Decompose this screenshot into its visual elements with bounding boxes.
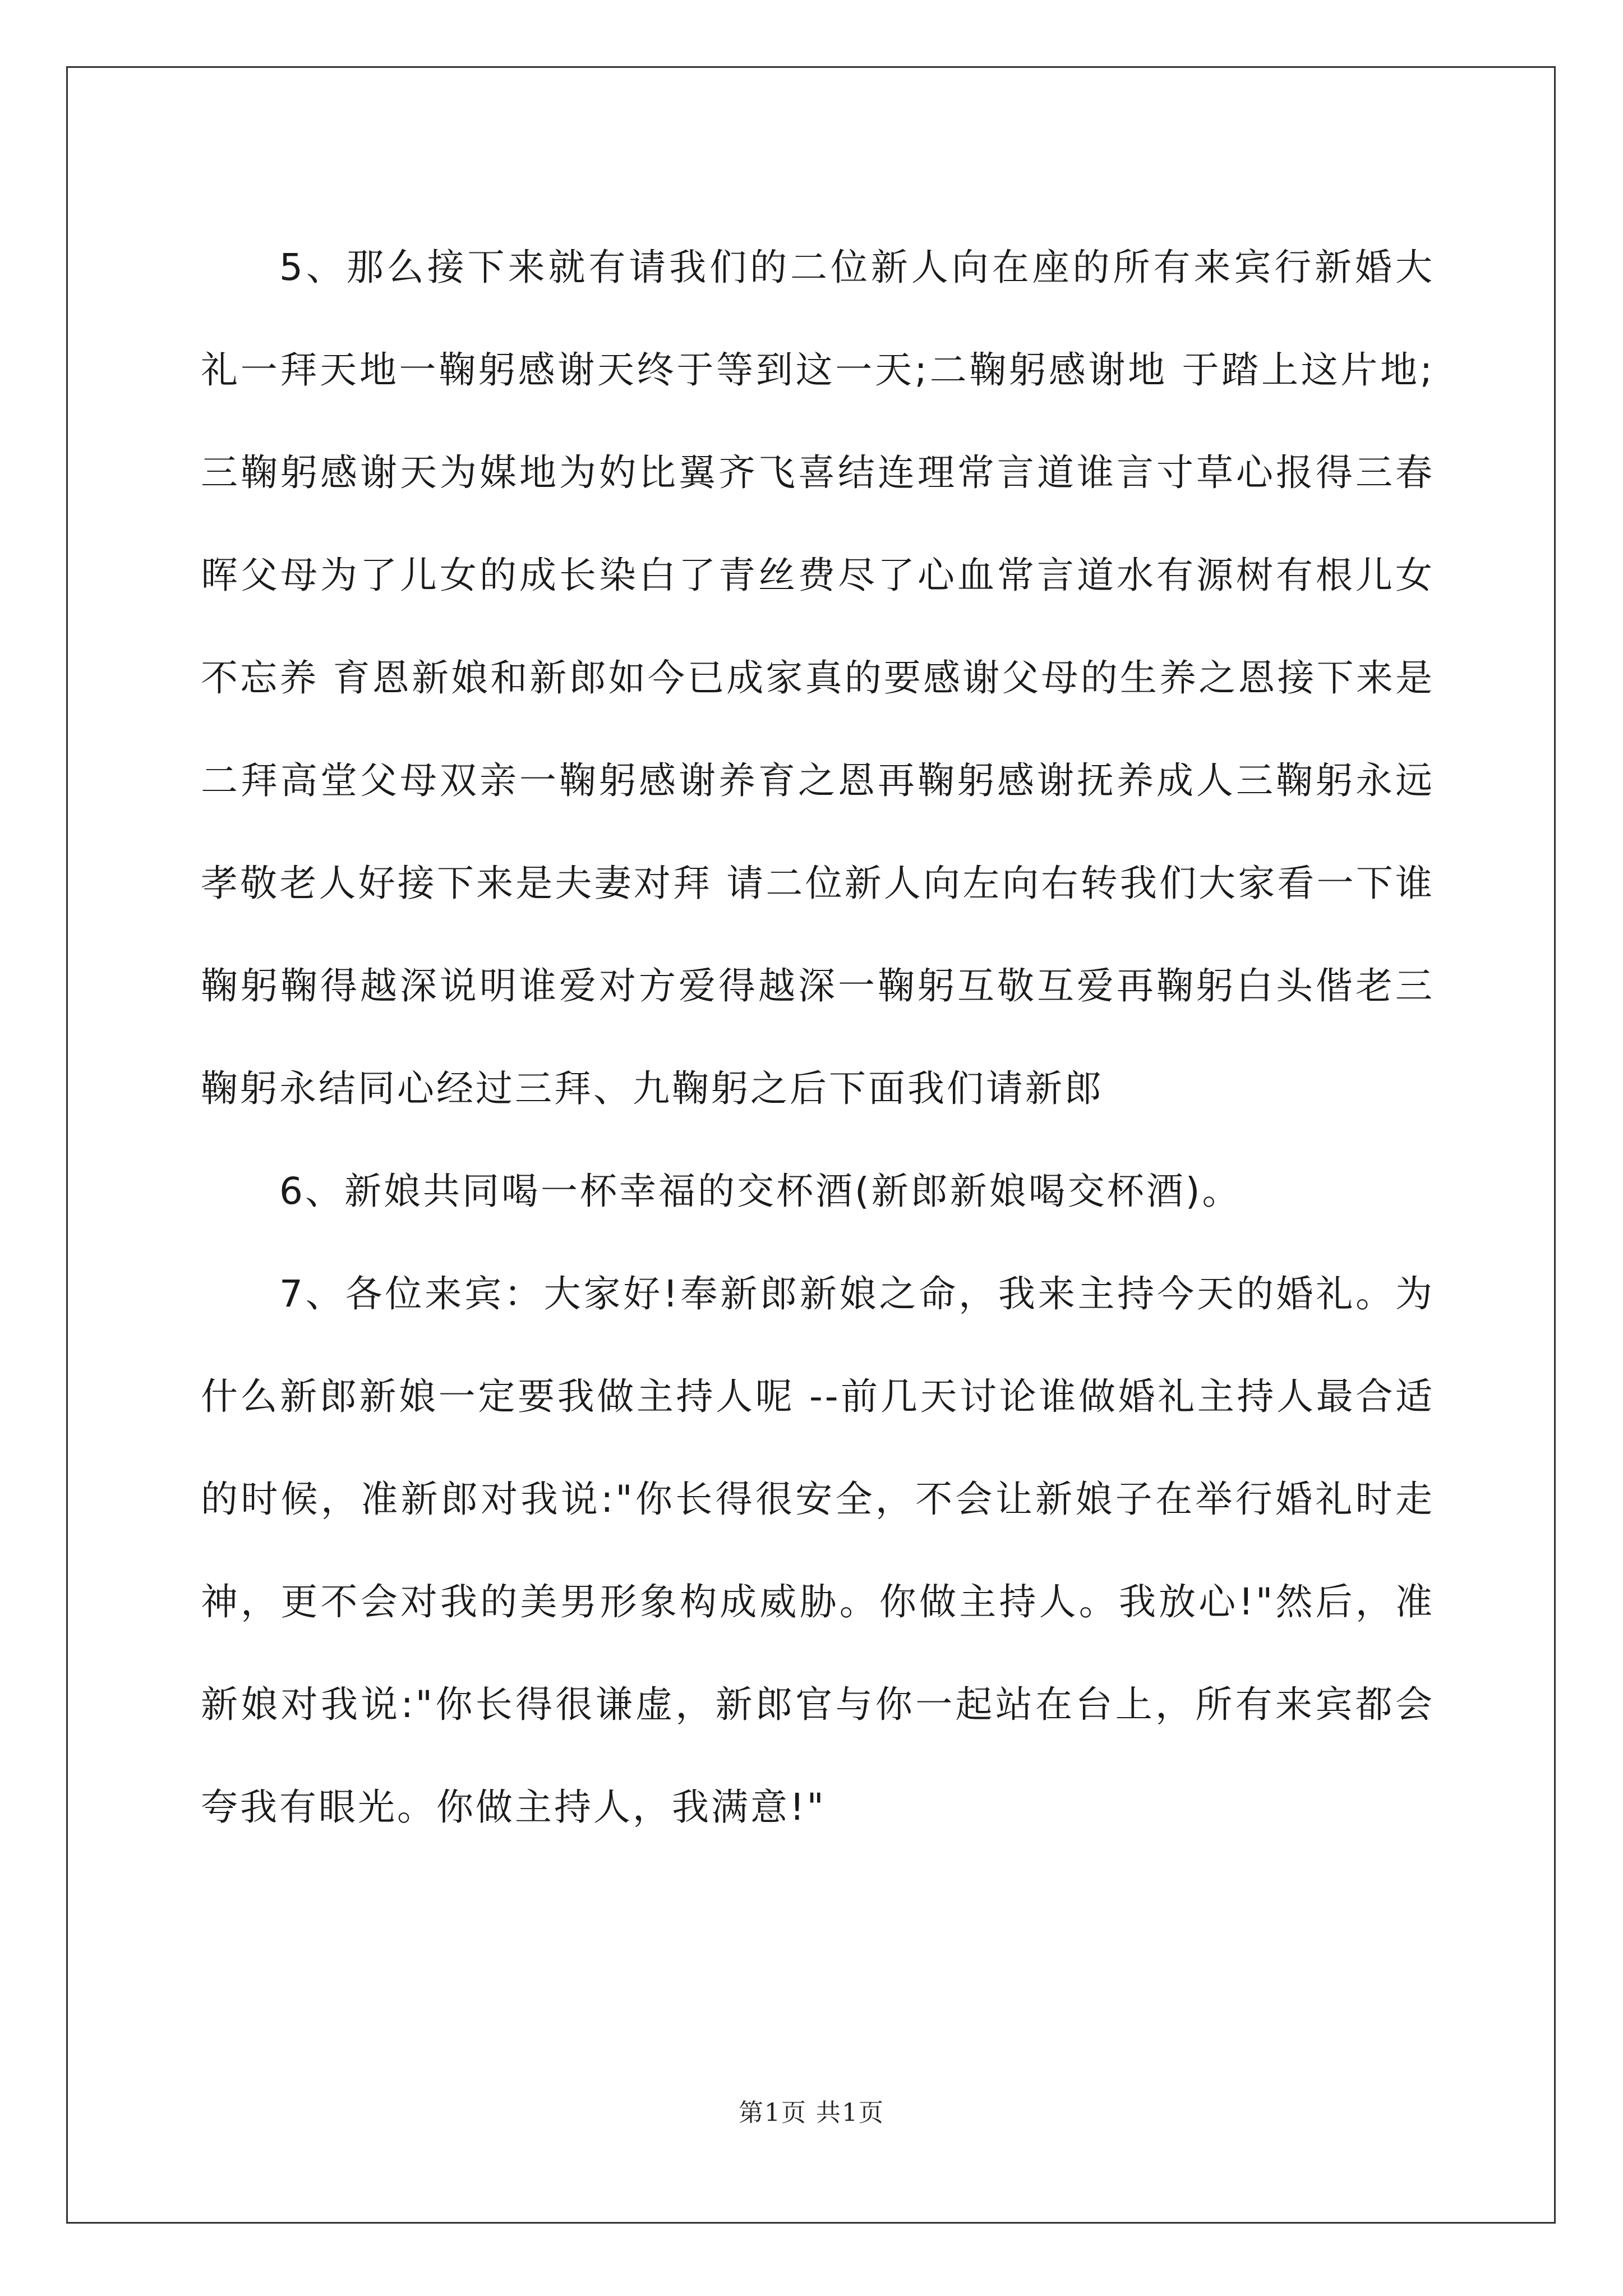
paragraph-7: 7、各位来宾：大家好!奉新郎新娘之命，我来主持今天的婚礼。为什么新郎新娘一定要我做主持人呢 --前几天讨论谁做婚礼主持人最合适的时候，准新郎对我说:"你长得很安全，不会让新娘子在举行婚礼时走神，更不会对我的美男形象构成威胁。你做主持人。我放心!"然后，准新娘对我说:"你长得很谦虚，新郎官与你一起站在台上，所有来宾都会夸我有眼光。你做主持人，我满意!" — [201, 1272, 1435, 1829]
page-footer: 第1页 共1页 — [739, 2099, 884, 2127]
paragraph-5: 5、那么接下来就有请我们的二位新人向在座的所有来宾行新婚大礼一拜天地一鞠躬感谢天终于等到这一天;二鞠躬感谢地 于踏上这片地;三鞠躬感谢天为媒地为妁比翼齐飞喜结连理常言道谁言寸草心报得三春晖父母为了儿女的成长染白了青丝费尽了心血常言道水有源树有根儿女不忘养 育恩新娘和新郎如今已成家真的要感谢父母的生养之恩接下来是二拜高堂父母双亲一鞠躬感谢养育之恩再鞠躬感谢抚养成人三鞠躬永远孝敬老人好接下来是夫妻对拜 请二位新人向左向右转我们大家看一下谁鞠躬鞠得越深说明谁爱对方爱得越深一鞠躬互敬互爱再鞠躬白头偕老三鞠躬永结同心经过三拜、九鞠躬之后下面我们请新郎 — [201, 246, 1435, 1110]
paragraph-6: 6、新娘共同喝一杯幸福的交杯酒(新郎新娘喝交杯酒)。 — [279, 1170, 1242, 1213]
document-body — [201, 216, 1435, 1858]
